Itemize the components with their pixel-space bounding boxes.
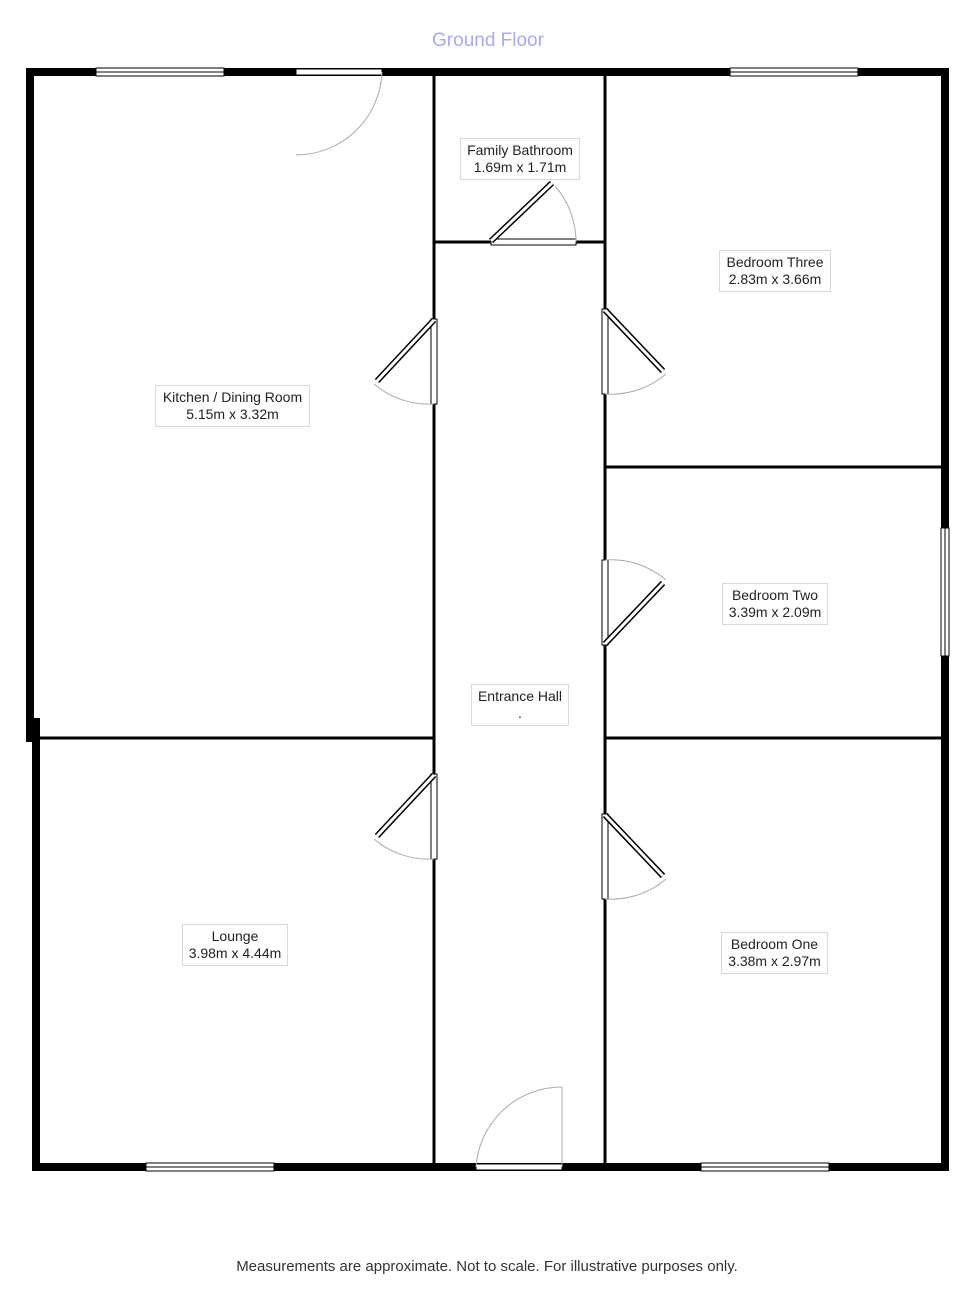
door-bedroom-two xyxy=(602,560,666,645)
room-size: 5.15m x 3.32m xyxy=(186,406,279,422)
room-name: Bedroom Two xyxy=(731,587,819,603)
room-label-lounge xyxy=(182,924,288,966)
room-label-family-bathroom xyxy=(460,138,580,180)
door-bathroom xyxy=(491,183,576,245)
room-label-kitchen-dining xyxy=(155,385,310,427)
room-name: Entrance Hall xyxy=(477,688,563,704)
room-name: Lounge xyxy=(211,928,259,944)
room-size: . xyxy=(518,705,522,721)
room-name: Family Bathroom xyxy=(467,142,573,158)
room-label-bedroom-three xyxy=(719,250,831,292)
room-size: 1.69m x 1.71m xyxy=(473,159,567,175)
door-bedroom-three xyxy=(602,309,666,394)
window-bedroom-three xyxy=(730,68,858,76)
window-kitchen-top xyxy=(96,68,224,76)
door-bedroom-one xyxy=(602,814,666,899)
room-label-bedroom-two xyxy=(722,583,828,625)
room-name: Bedroom One xyxy=(730,936,819,952)
plan-title: Ground Floor xyxy=(432,30,544,51)
door-lounge xyxy=(374,774,437,859)
door-kitchen-external xyxy=(296,69,382,155)
door-front xyxy=(476,1087,562,1170)
doors xyxy=(296,69,666,1170)
room-label-bedroom-one xyxy=(721,932,828,974)
window-bedroom-two xyxy=(941,528,949,656)
room-name: Kitchen / Dining Room xyxy=(162,389,303,405)
window-lounge xyxy=(146,1163,274,1171)
window-bedroom-one xyxy=(701,1163,829,1171)
room-name: Bedroom Three xyxy=(726,254,824,270)
disclaimer-text: Measurements are approximate. Not to scale. For illustrative purposes only. xyxy=(236,1258,738,1275)
room-size: 3.39m x 2.09m xyxy=(728,604,822,620)
door-kitchen xyxy=(374,319,437,404)
room-label-entrance-hall xyxy=(471,684,569,726)
room-size: 3.98m x 4.44m xyxy=(188,945,282,961)
room-size: 2.83m x 3.66m xyxy=(728,271,822,287)
room-size: 3.38m x 2.97m xyxy=(728,953,821,969)
